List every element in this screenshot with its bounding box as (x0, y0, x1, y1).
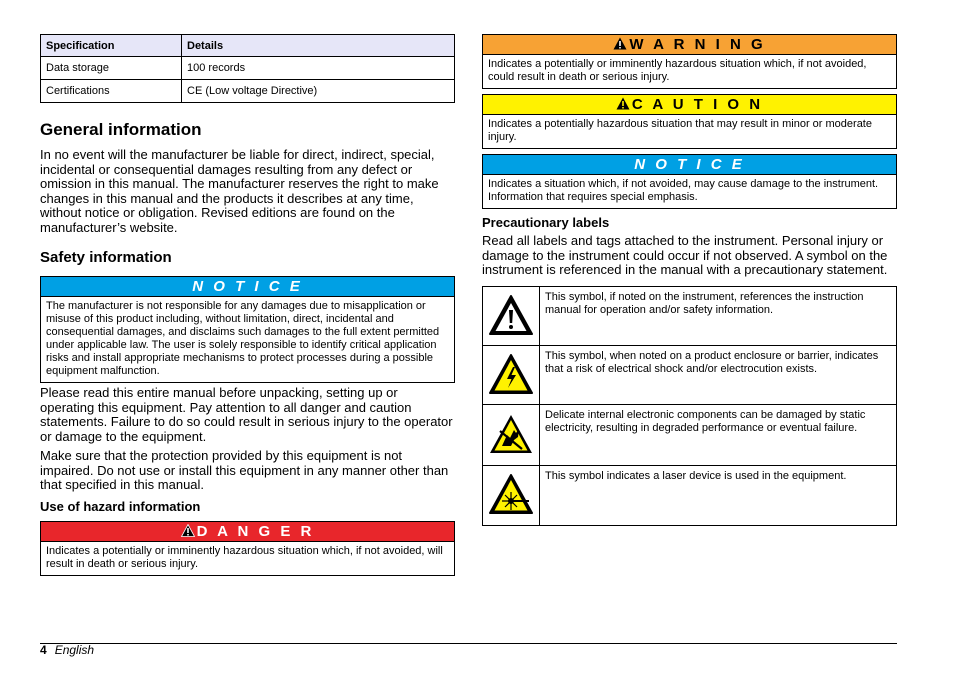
specification-table (40, 34, 455, 103)
warning-triangle-icon (181, 524, 195, 537)
danger-header (41, 522, 454, 542)
safety-paragraph-protection: Make sure that the protection provided by this equipment is not impaired. Do not use or install this equipment in any manner other than that specified in this manual. (40, 448, 449, 492)
table-row (483, 466, 897, 526)
symbol-cell (483, 287, 540, 346)
notice-text: The manufacturer is not responsible for any damages due to misapplication or misuse of this product including, without limitation, direct, incidental and consequential damages, and disclaims such damages to the full extent permitted under applicable law. The user is solely responsible to identify critical application risks and install appropriate mechanisms to protect processes during a possible equipment malfunction. (46, 300, 440, 377)
table-header-cell: Specification (41, 35, 182, 57)
warning-label: W A R N I N G (629, 36, 766, 53)
notice-box (482, 154, 897, 209)
symbol-description: This symbol indicates a laser device is used in the equipment. (540, 466, 897, 526)
caution-label: C A U T I O N (631, 96, 764, 113)
table-row (483, 346, 897, 405)
symbol-description: Delicate internal electronic components can be damaged by static electricity, resulting in degraded performance or eventual failure. (540, 405, 897, 466)
warning-header (483, 35, 896, 55)
safety-notice-box (40, 276, 455, 383)
safety-information-heading: Safety information (40, 249, 172, 266)
table-header-cell: Details (182, 35, 455, 57)
general-information-text: In no event will the manufacturer be liable for direct, indirect, special, incidental or consequential damages resulting from any defect or omission in this manual. The manufacturer reserves the right to make changes in this manual and the products it describes at any time, without notice or obligation. Revised editions are found on the manufacturer’s website. (40, 147, 439, 235)
symbol-description: This symbol, if noted on the instrument, references the instruction manual for operation and/or safety information. (540, 287, 897, 346)
laser-icon (488, 473, 534, 515)
safety-paragraph-read-manual: Please read this entire manual before unpacking, setting up or operating this equipment. Pay attention to all danger and caution statements. Failure to do so could result in serious injury to the operator or damage to the equipment. (40, 385, 453, 444)
precautionary-labels-heading: Precautionary labels (482, 215, 610, 230)
table-cell: Data storage (41, 57, 182, 80)
table-cell: CE (Low voltage Directive) (182, 80, 455, 103)
notice-header: N O T I C E (41, 277, 454, 297)
danger-label: D A N G E R (196, 523, 315, 540)
symbol-description: This symbol, when noted on a product enclosure or barrier, indicates that a risk of electrical shock and/or electrocution exists. (540, 346, 897, 405)
warning-text: Indicates a potentially or imminently hazardous situation which, if not avoided, could result in death or serious injury. (488, 58, 867, 83)
general-information-heading: General information (40, 120, 202, 139)
table-row (483, 287, 897, 346)
table-row (483, 405, 897, 466)
danger-text: Indicates a potentially or imminently hazardous situation which, if not avoided, will result in death or serious injury. (46, 545, 443, 570)
caution-box (482, 94, 897, 149)
page-footer (40, 643, 94, 657)
general-warning-icon (488, 294, 534, 336)
notice-text: Indicates a situation which, if not avoided, may cause damage to the instrument. Information that requires special emphasis. (488, 178, 879, 203)
precautionary-symbols-table (482, 286, 897, 526)
caution-header (483, 95, 896, 115)
symbol-cell (483, 405, 540, 466)
symbol-cell (483, 466, 540, 526)
footer-language: English (54, 643, 95, 657)
symbol-cell (483, 346, 540, 405)
warning-triangle-icon (613, 37, 627, 50)
electrical-shock-icon (488, 353, 534, 395)
footer-divider (40, 643, 897, 644)
hazard-information-heading: Use of hazard information (40, 499, 201, 514)
table-cell: 100 records (182, 57, 455, 80)
precautionary-labels-text: Read all labels and tags attached to the instrument. Personal injury or damage to the instrument could occur if not observed. A symbol on the instrument is referenced in the manual with a precautionary statement. (482, 233, 888, 277)
page-number: 4 (40, 643, 47, 657)
warning-box (482, 34, 897, 89)
caution-text: Indicates a potentially hazardous situation that may result in minor or moderate injury. (488, 118, 872, 143)
table-row (41, 80, 455, 103)
table-row (41, 57, 455, 80)
table-header-row (41, 35, 455, 57)
table-cell: Certifications (41, 80, 182, 103)
esd-icon (488, 413, 534, 455)
notice-header: N O T I C E (483, 155, 896, 175)
danger-box (40, 521, 455, 576)
warning-triangle-icon (616, 97, 630, 110)
